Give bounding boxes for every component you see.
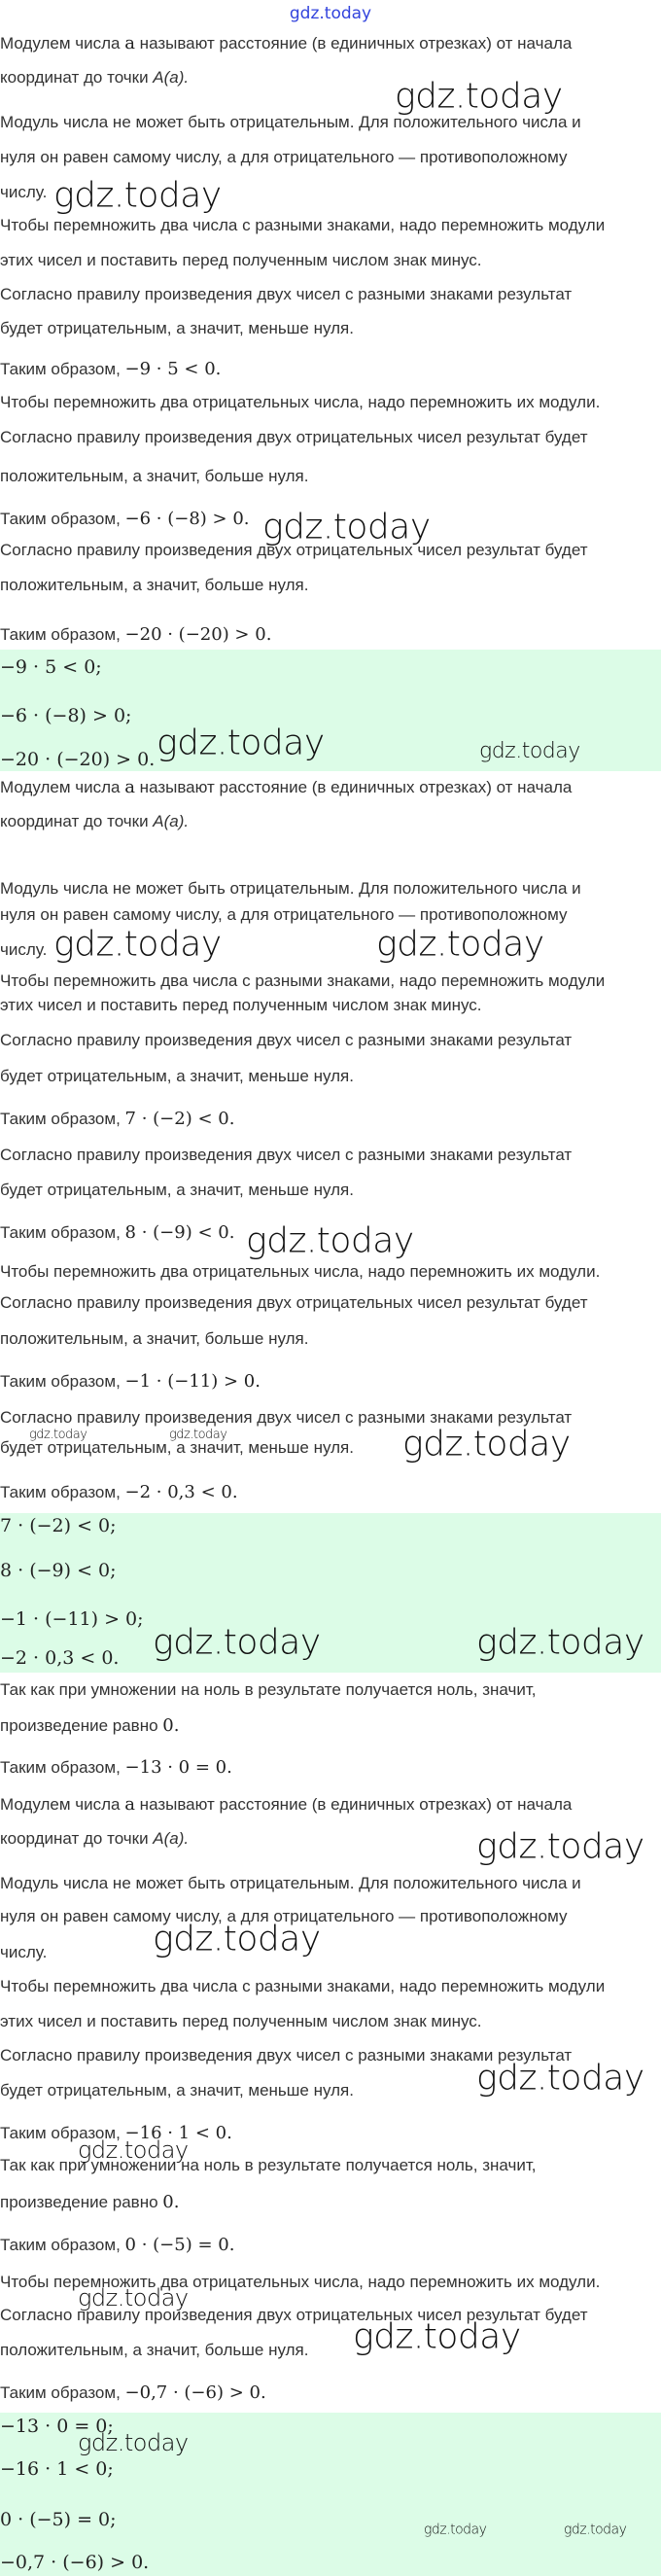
paragraph-line bbox=[0, 2340, 308, 2361]
math-expression: −20 · (−20) > 0. bbox=[124, 624, 272, 645]
text-segment: Чтобы перемножить два отрицательных числа, надо перемножить их модули. bbox=[0, 2273, 601, 2291]
text-segment: будет отрицательным, а значит, меньше нуля. bbox=[0, 319, 354, 337]
text-segment: A(a). bbox=[153, 1829, 190, 1848]
text-segment: Согласно правилу произведения двух отрицательных чисел результат будет bbox=[0, 541, 588, 559]
text-segment: Модуль числа не может быть отрицательным. Для положительного числа и bbox=[0, 879, 581, 898]
paragraph-line bbox=[0, 878, 581, 900]
text-segment: Таким образом, bbox=[0, 625, 125, 644]
paragraph-line bbox=[0, 33, 572, 54]
answer-line: −13 · 0 = 0; bbox=[0, 2416, 114, 2437]
watermark: gdz.today bbox=[476, 1622, 644, 1663]
paragraph-line bbox=[0, 1757, 232, 1779]
text-segment: положительным, а значит, больше нуля. bbox=[0, 576, 309, 594]
paragraph-line bbox=[0, 1794, 572, 1816]
text-segment: нуля он равен самому числу, а для отрицательного — противоположному bbox=[0, 148, 568, 166]
paragraph-line bbox=[0, 1715, 179, 1737]
paragraph-line bbox=[0, 2192, 179, 2213]
watermark: gdz.today bbox=[29, 1428, 87, 1442]
paragraph-line bbox=[0, 182, 47, 203]
math-expression: 0 · (−5) = 0. bbox=[124, 2235, 235, 2255]
paragraph-line bbox=[0, 575, 308, 596]
text-segment: Модулем числа bbox=[0, 1795, 125, 1814]
text-segment: Модуль числа не может быть отрицательным. Для положительного числа и bbox=[0, 1874, 581, 1892]
text-segment: координат до точки bbox=[0, 68, 154, 87]
text-segment: Согласно правилу произведения двух отрицательных чисел результат будет bbox=[0, 428, 588, 446]
watermark: gdz.today bbox=[479, 739, 580, 763]
watermark: gdz.today bbox=[476, 2058, 644, 2099]
answer-line: −1 · (−11) > 0; bbox=[0, 1608, 144, 1630]
paragraph-line bbox=[0, 284, 572, 305]
paragraph-line bbox=[0, 67, 189, 88]
math-expression: −0,7 · (−6) > 0. bbox=[124, 2382, 266, 2403]
paragraph-line bbox=[0, 1030, 572, 1051]
text-segment: нуля он равен самому числу, а для отрицательного — противоположному bbox=[0, 905, 568, 924]
watermark: gdz.today bbox=[153, 1919, 321, 1959]
math-expression: −9 · 5 < 0. bbox=[124, 359, 222, 379]
answer-line: −6 · (−8) > 0; bbox=[0, 705, 132, 726]
watermark: gdz.today bbox=[424, 2522, 487, 2538]
paragraph-line bbox=[0, 392, 600, 413]
text-segment: этих чисел и поставить перед полученным числом знак минус. bbox=[0, 2012, 482, 2030]
paragraph-line bbox=[0, 250, 482, 271]
math-expression: −16 · 1 < 0. bbox=[124, 2123, 232, 2143]
watermark: gdz.today bbox=[395, 76, 563, 117]
paragraph-line bbox=[0, 939, 47, 961]
text-segment: Таким образом, bbox=[0, 1223, 125, 1242]
text-segment: Чтобы перемножить два числа с разными знаками, надо перемножить модули bbox=[0, 216, 606, 234]
paragraph-line bbox=[0, 1109, 234, 1130]
answer-line: 8 · (−9) < 0; bbox=[0, 1560, 117, 1581]
text-segment: Согласно правилу произведения двух чисел с разными знаками результат bbox=[0, 285, 573, 303]
math-expression: 8 · (−9) < 0. bbox=[124, 1222, 235, 1243]
text-segment: будет отрицательным, а значит, меньше нуля. bbox=[0, 1438, 354, 1457]
watermark: gdz.today bbox=[376, 924, 544, 965]
text-segment: будет отрицательным, а значит, меньше нуля. bbox=[0, 2081, 354, 2100]
text-segment: A(a). bbox=[153, 812, 190, 830]
text-segment: Согласно правилу произведения двух чисел с разными знаками результат bbox=[0, 1408, 573, 1427]
watermark: gdz.today bbox=[246, 1220, 414, 1261]
text-segment: координат до точки bbox=[0, 1829, 154, 1848]
text-segment: Таким образом, bbox=[0, 510, 125, 528]
text-segment: A(a). bbox=[153, 68, 190, 87]
paragraph-line bbox=[0, 215, 605, 236]
watermark: gdz.today bbox=[262, 507, 431, 547]
text-segment: Таким образом, bbox=[0, 1483, 125, 1501]
paragraph-line bbox=[0, 1328, 308, 1350]
paragraph-line bbox=[0, 995, 482, 1016]
text-segment: Так как при умножении на ноль в результате получается ноль, значит, bbox=[0, 2156, 537, 2174]
watermark: gdz.today bbox=[53, 924, 222, 965]
text-segment: Чтобы перемножить два числа с разными знаками, надо перемножить модули bbox=[0, 971, 606, 990]
paragraph-line bbox=[0, 2382, 266, 2404]
paragraph-line bbox=[0, 2235, 234, 2256]
text-segment: числу. bbox=[0, 940, 48, 959]
paragraph-line bbox=[0, 1371, 261, 1393]
watermark: gdz.today bbox=[157, 723, 325, 763]
text-segment: будет отрицательным, а значит, меньше нуля. bbox=[0, 1067, 354, 1085]
answer-line: −2 · 0,3 < 0. bbox=[0, 1647, 120, 1669]
text-segment: произведение равно bbox=[0, 1716, 163, 1735]
text-segment: Таким образом, bbox=[0, 2236, 125, 2254]
paragraph-line bbox=[0, 904, 567, 926]
math-expression: −1 · (−11) > 0. bbox=[124, 1371, 261, 1392]
watermark: gdz.today bbox=[402, 1424, 571, 1464]
math-expression: a bbox=[124, 1794, 135, 1815]
text-segment: координат до точки bbox=[0, 812, 154, 830]
text-segment: Модуль числа не может быть отрицательным. Для положительного числа и bbox=[0, 113, 581, 131]
text-segment: Таким образом, bbox=[0, 1372, 125, 1391]
text-segment: положительным, а значит, больше нуля. bbox=[0, 467, 309, 485]
paragraph-line bbox=[0, 318, 354, 339]
answer-line: −16 · 1 < 0; bbox=[0, 2458, 114, 2480]
math-expression: −13 · 0 = 0. bbox=[124, 1757, 232, 1778]
paragraph-line bbox=[0, 1066, 354, 1087]
answer-line: 0 · (−5) = 0; bbox=[0, 2509, 117, 2530]
paragraph-line bbox=[0, 2080, 354, 2101]
watermark: gdz.today bbox=[353, 2316, 521, 2357]
math-expression: 7 · (−2) < 0. bbox=[124, 1109, 235, 1129]
text-segment: Таким образом, bbox=[0, 1110, 125, 1128]
site-watermark-header: gdz.today bbox=[289, 4, 372, 23]
math-expression: −6 · (−8) > 0. bbox=[124, 509, 250, 529]
math-expression: 0. bbox=[162, 2192, 180, 2212]
answer-line: 7 · (−2) < 0; bbox=[0, 1515, 117, 1536]
text-segment: положительным, а значит, больше нуля. bbox=[0, 1329, 309, 1348]
text-segment: называют расстояние (в единичных отрезках) от начала bbox=[134, 34, 573, 53]
text-segment: Таким образом, bbox=[0, 360, 125, 378]
text-segment: Таким образом, bbox=[0, 2383, 125, 2402]
watermark: gdz.today bbox=[78, 2429, 189, 2457]
paragraph-line bbox=[0, 466, 308, 487]
text-segment: Чтобы перемножить два числа с разными знаками, надо перемножить модули bbox=[0, 1977, 606, 1995]
math-expression: −2 · 0,3 < 0. bbox=[124, 1482, 238, 1502]
text-segment: будет отрицательным, а значит, меньше нуля. bbox=[0, 1181, 354, 1199]
paragraph-line bbox=[0, 811, 189, 832]
text-segment: Согласно правилу произведения двух отрицательных чисел результат будет bbox=[0, 2306, 588, 2324]
text-segment: Так как при умножении на ноль в результате получается ноль, значит, bbox=[0, 1680, 537, 1699]
text-segment: Чтобы перемножить два отрицательных числа, надо перемножить их модули. bbox=[0, 393, 601, 411]
text-segment: Таким образом, bbox=[0, 1758, 125, 1777]
text-segment: этих чисел и поставить перед полученным числом знак минус. bbox=[0, 996, 482, 1014]
answer-line: −20 · (−20) > 0. bbox=[0, 749, 156, 770]
paragraph-line bbox=[0, 427, 588, 448]
watermark: gdz.today bbox=[78, 2136, 189, 2165]
text-segment: положительным, а значит, больше нуля. bbox=[0, 2341, 309, 2359]
paragraph-line bbox=[0, 1292, 588, 1314]
watermark: gdz.today bbox=[78, 2284, 189, 2312]
paragraph-line bbox=[0, 970, 605, 992]
watermark: gdz.today bbox=[53, 175, 222, 216]
text-segment: называют расстояние (в единичных отрезках) от начала bbox=[134, 778, 573, 796]
paragraph-line bbox=[0, 1942, 47, 1963]
paragraph-line bbox=[0, 1261, 600, 1283]
paragraph-line bbox=[0, 1828, 189, 1850]
paragraph-line bbox=[0, 624, 271, 646]
paragraph-line bbox=[0, 1222, 234, 1244]
text-segment: Согласно правилу произведения двух чисел с разными знаками результат bbox=[0, 1031, 573, 1049]
answer-line: −0,7 · (−6) > 0. bbox=[0, 2552, 150, 2573]
text-segment: этих чисел и поставить перед полученным числом знак минус. bbox=[0, 251, 482, 269]
text-segment: Чтобы перемножить два отрицательных числа, надо перемножить их модули. bbox=[0, 1262, 601, 1281]
text-segment: числу. bbox=[0, 183, 48, 201]
text-segment: произведение равно bbox=[0, 2193, 163, 2211]
paragraph-line bbox=[0, 1180, 354, 1201]
math-expression: a bbox=[124, 33, 135, 53]
paragraph-line bbox=[0, 359, 221, 380]
text-segment: Согласно правилу произведения двух чисел с разными знаками результат bbox=[0, 1146, 573, 1164]
paragraph-line bbox=[0, 147, 567, 168]
text-segment: Согласно правилу произведения двух отрицательных чисел результат будет bbox=[0, 1293, 588, 1312]
paragraph-line bbox=[0, 777, 572, 798]
paragraph-line bbox=[0, 1873, 581, 1894]
paragraph-line bbox=[0, 2011, 482, 2032]
paragraph-line bbox=[0, 509, 250, 530]
watermark: gdz.today bbox=[476, 1826, 644, 1867]
paragraph-line bbox=[0, 1145, 572, 1166]
watermark: gdz.today bbox=[564, 2522, 627, 2538]
paragraph-line bbox=[0, 1482, 238, 1503]
watermark: gdz.today bbox=[169, 1428, 227, 1442]
text-segment: Модулем числа bbox=[0, 778, 125, 796]
answer-line: −9 · 5 < 0; bbox=[0, 656, 102, 678]
text-segment: числу. bbox=[0, 1943, 48, 1961]
paragraph-line bbox=[0, 1679, 536, 1701]
math-expression: 0. bbox=[162, 1715, 180, 1736]
text-segment: нуля он равен самому числу, а для отрицательного — противоположному bbox=[0, 1907, 568, 1925]
math-expression: a bbox=[124, 777, 135, 797]
text-segment: Модулем числа bbox=[0, 34, 125, 53]
paragraph-line bbox=[0, 1976, 605, 1997]
text-segment: Согласно правилу произведения двух чисел с разными знаками результат bbox=[0, 2046, 573, 2064]
watermark: gdz.today bbox=[153, 1622, 321, 1663]
text-segment: называют расстояние (в единичных отрезках) от начала bbox=[134, 1795, 573, 1814]
text-segment: Таким образом, bbox=[0, 2124, 125, 2142]
